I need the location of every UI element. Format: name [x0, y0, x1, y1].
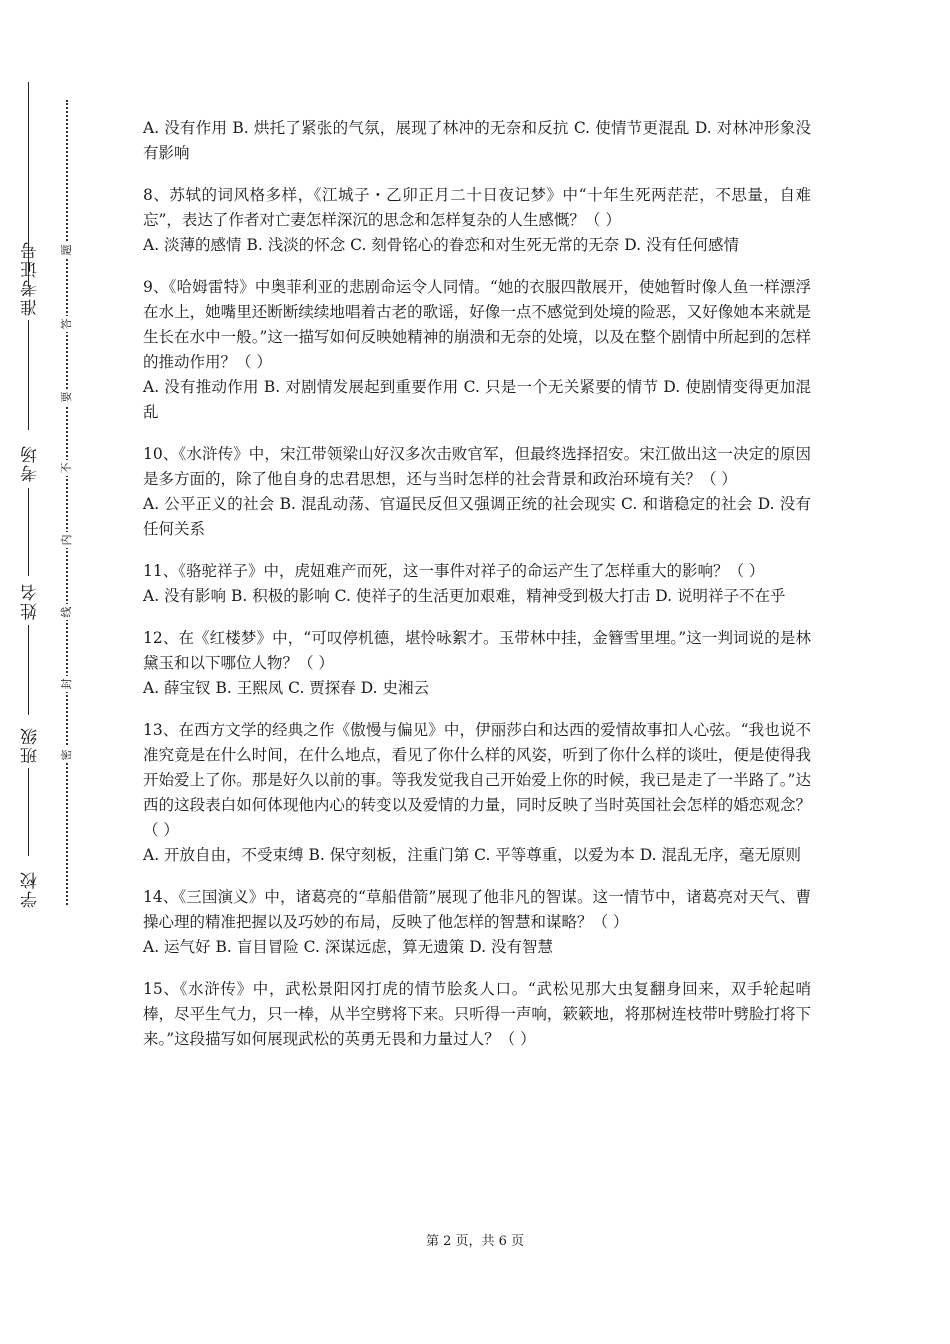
question-options: A. 没有影响 B. 积极的影响 C. 使祥子的生活更加艰难，精神受到极大打击 D. 说明祥子不在乎	[143, 587, 786, 605]
question-stem: 8、苏轼的词风格多样，《江城子・乙卯正月二十日夜记梦》中“十年生死两茫茫，不思量，自难忘”，表达了作者对亡妻怎样深沉的思念和怎样复杂的人生感慨？（ ）	[143, 186, 811, 229]
question-stem: 12、在《红楼梦》中，“可叹停机德，堪怜咏絮才。玉带林中挂，金簪雪里埋。”这一判词说的是林黛玉和以下哪位人物？（ ）	[143, 629, 811, 672]
question-9	[143, 275, 811, 425]
seal-char: 密	[59, 747, 75, 763]
question-15	[143, 977, 811, 1052]
exam-number-label: 准考证号	[21, 240, 41, 316]
question-stem: 10、《水浒传》中，宋江带领梁山好汉多次击败官军，但最终选择招安。宋江做出这一决定的原因是多方面的，除了他自身的忠君思想，还与当时怎样的社会背景和政治环境有关？（ ）	[143, 445, 811, 488]
question-12	[143, 626, 811, 701]
seal-char: 答	[59, 316, 75, 332]
seal-char: 线	[59, 604, 75, 620]
seal-char: 不	[59, 460, 75, 476]
question-options: A. 薛宝钗 B. 王熙凤 C. 贾探春 D. 史湘云	[143, 679, 429, 697]
binding-line	[28, 768, 29, 856]
question-options: A. 没有推动作用 B. 对剧情发展起到重要作用 C. 只是一个无关紧要的情节 D. 使剧情变得更加混乱	[143, 378, 811, 421]
class-label: 班级	[21, 726, 41, 764]
page-number: 第 2 页，共 6 页	[425, 1234, 525, 1249]
question-options: A. 淡薄的感情 B. 浅淡的怀念 C. 刻骨铭心的眷恋和对生死无常的无奈 D. 没有任何感情	[143, 236, 739, 254]
question-options: A. 没有作用 B. 烘托了紧张的气氛，展现了林冲的无奈和反抗 C. 使情节更混乱 D. 对林冲形象没有影响	[143, 119, 811, 162]
question-list	[143, 116, 811, 1069]
seal-line	[66, 100, 68, 905]
seal-char: 要	[59, 389, 75, 405]
seal-char: 封	[59, 676, 75, 692]
question-options: A. 开放自由，不受束缚 B. 保守刻板，注重门第 C. 平等尊重，以爱为本 D. 混乱无序，毫无原则	[143, 846, 801, 864]
binding-line	[28, 488, 29, 576]
question-stem: 13、在西方文学的经典之作《傲慢与偏见》中，伊丽莎白和达西的爱情故事扣人心弦。“我也说不准究竟是在什么时间，在什么地点，看见了你什么样的风姿，听到了你什么样的谈吐，便是使得我开始爱上了你。那是好久以前的事。等我发觉我自己开始爱上你的时候，我已是走了一半路了。”达西的这段表白如何体现他内心的转变以及爱情的力量，同时反映了当时英国社会怎样的婚恋观念？（ ）	[143, 721, 811, 839]
question-10	[143, 442, 811, 542]
question-11	[143, 559, 811, 609]
question-stem: 9、《哈姆雷特》中奥菲利亚的悲剧命运令人同情。“她的衣服四散展开，使她暂时像人鱼一样漂浮在水上，她嘴里还断断续续地唱着古老的歌谣，好像一点不感觉到处境的险恶，又好像她本来就是生长在水中一般。”这一描写如何反映她精神的崩溃和无奈的处境，以及在整个剧情中所起到的怎样的推动作用？（ ）	[143, 278, 811, 371]
binding-margin	[0, 0, 110, 1344]
question-stem: 14、《三国演义》中，诸葛亮的“草船借箭”展现了他非凡的智谋。这一情节中，诸葛亮对天气、曹操心理的精准把握以及巧妙的布局，反映了他怎样的智慧和谋略？（ ）	[143, 888, 811, 931]
seal-char: 内	[59, 532, 75, 548]
name-label: 姓名	[21, 582, 41, 620]
question-14	[143, 885, 811, 960]
question-stem: 15、《水浒传》中，武松景阳冈打虎的情节脍炙人口。“武松见那大虫复翻身回来，双手轮起哨棒，尽平生气力，只一棒，从半空劈将下来。只听得一声响，簌簌地，将那树连枝带叶劈脸打将下来。”这段描写如何展现武松的英勇无畏和力量过人？（ ）	[143, 980, 811, 1048]
seal-char: 题	[59, 242, 75, 258]
question-13	[143, 718, 811, 868]
question-stem: 11、《骆驼祥子》中，虎妞难产而死，这一事件对祥子的命运产生了怎样重大的影响？（ ）	[143, 562, 765, 580]
question-7-continued	[143, 116, 811, 166]
question-options: A. 公平正义的社会 B. 混乱动荡、官逼民反但又强调正统的社会现实 C. 和谐稳定的社会 D. 没有任何关系	[143, 495, 811, 538]
binding-line	[28, 625, 29, 715]
question-options: A. 运气好 B. 盲目冒险 C. 深谋远虑，算无遗策 D. 没有智慧	[143, 938, 553, 956]
question-8	[143, 183, 811, 258]
exam-room-label: 考场	[21, 444, 41, 482]
school-label: 学校	[21, 870, 41, 908]
binding-line	[28, 320, 29, 430]
